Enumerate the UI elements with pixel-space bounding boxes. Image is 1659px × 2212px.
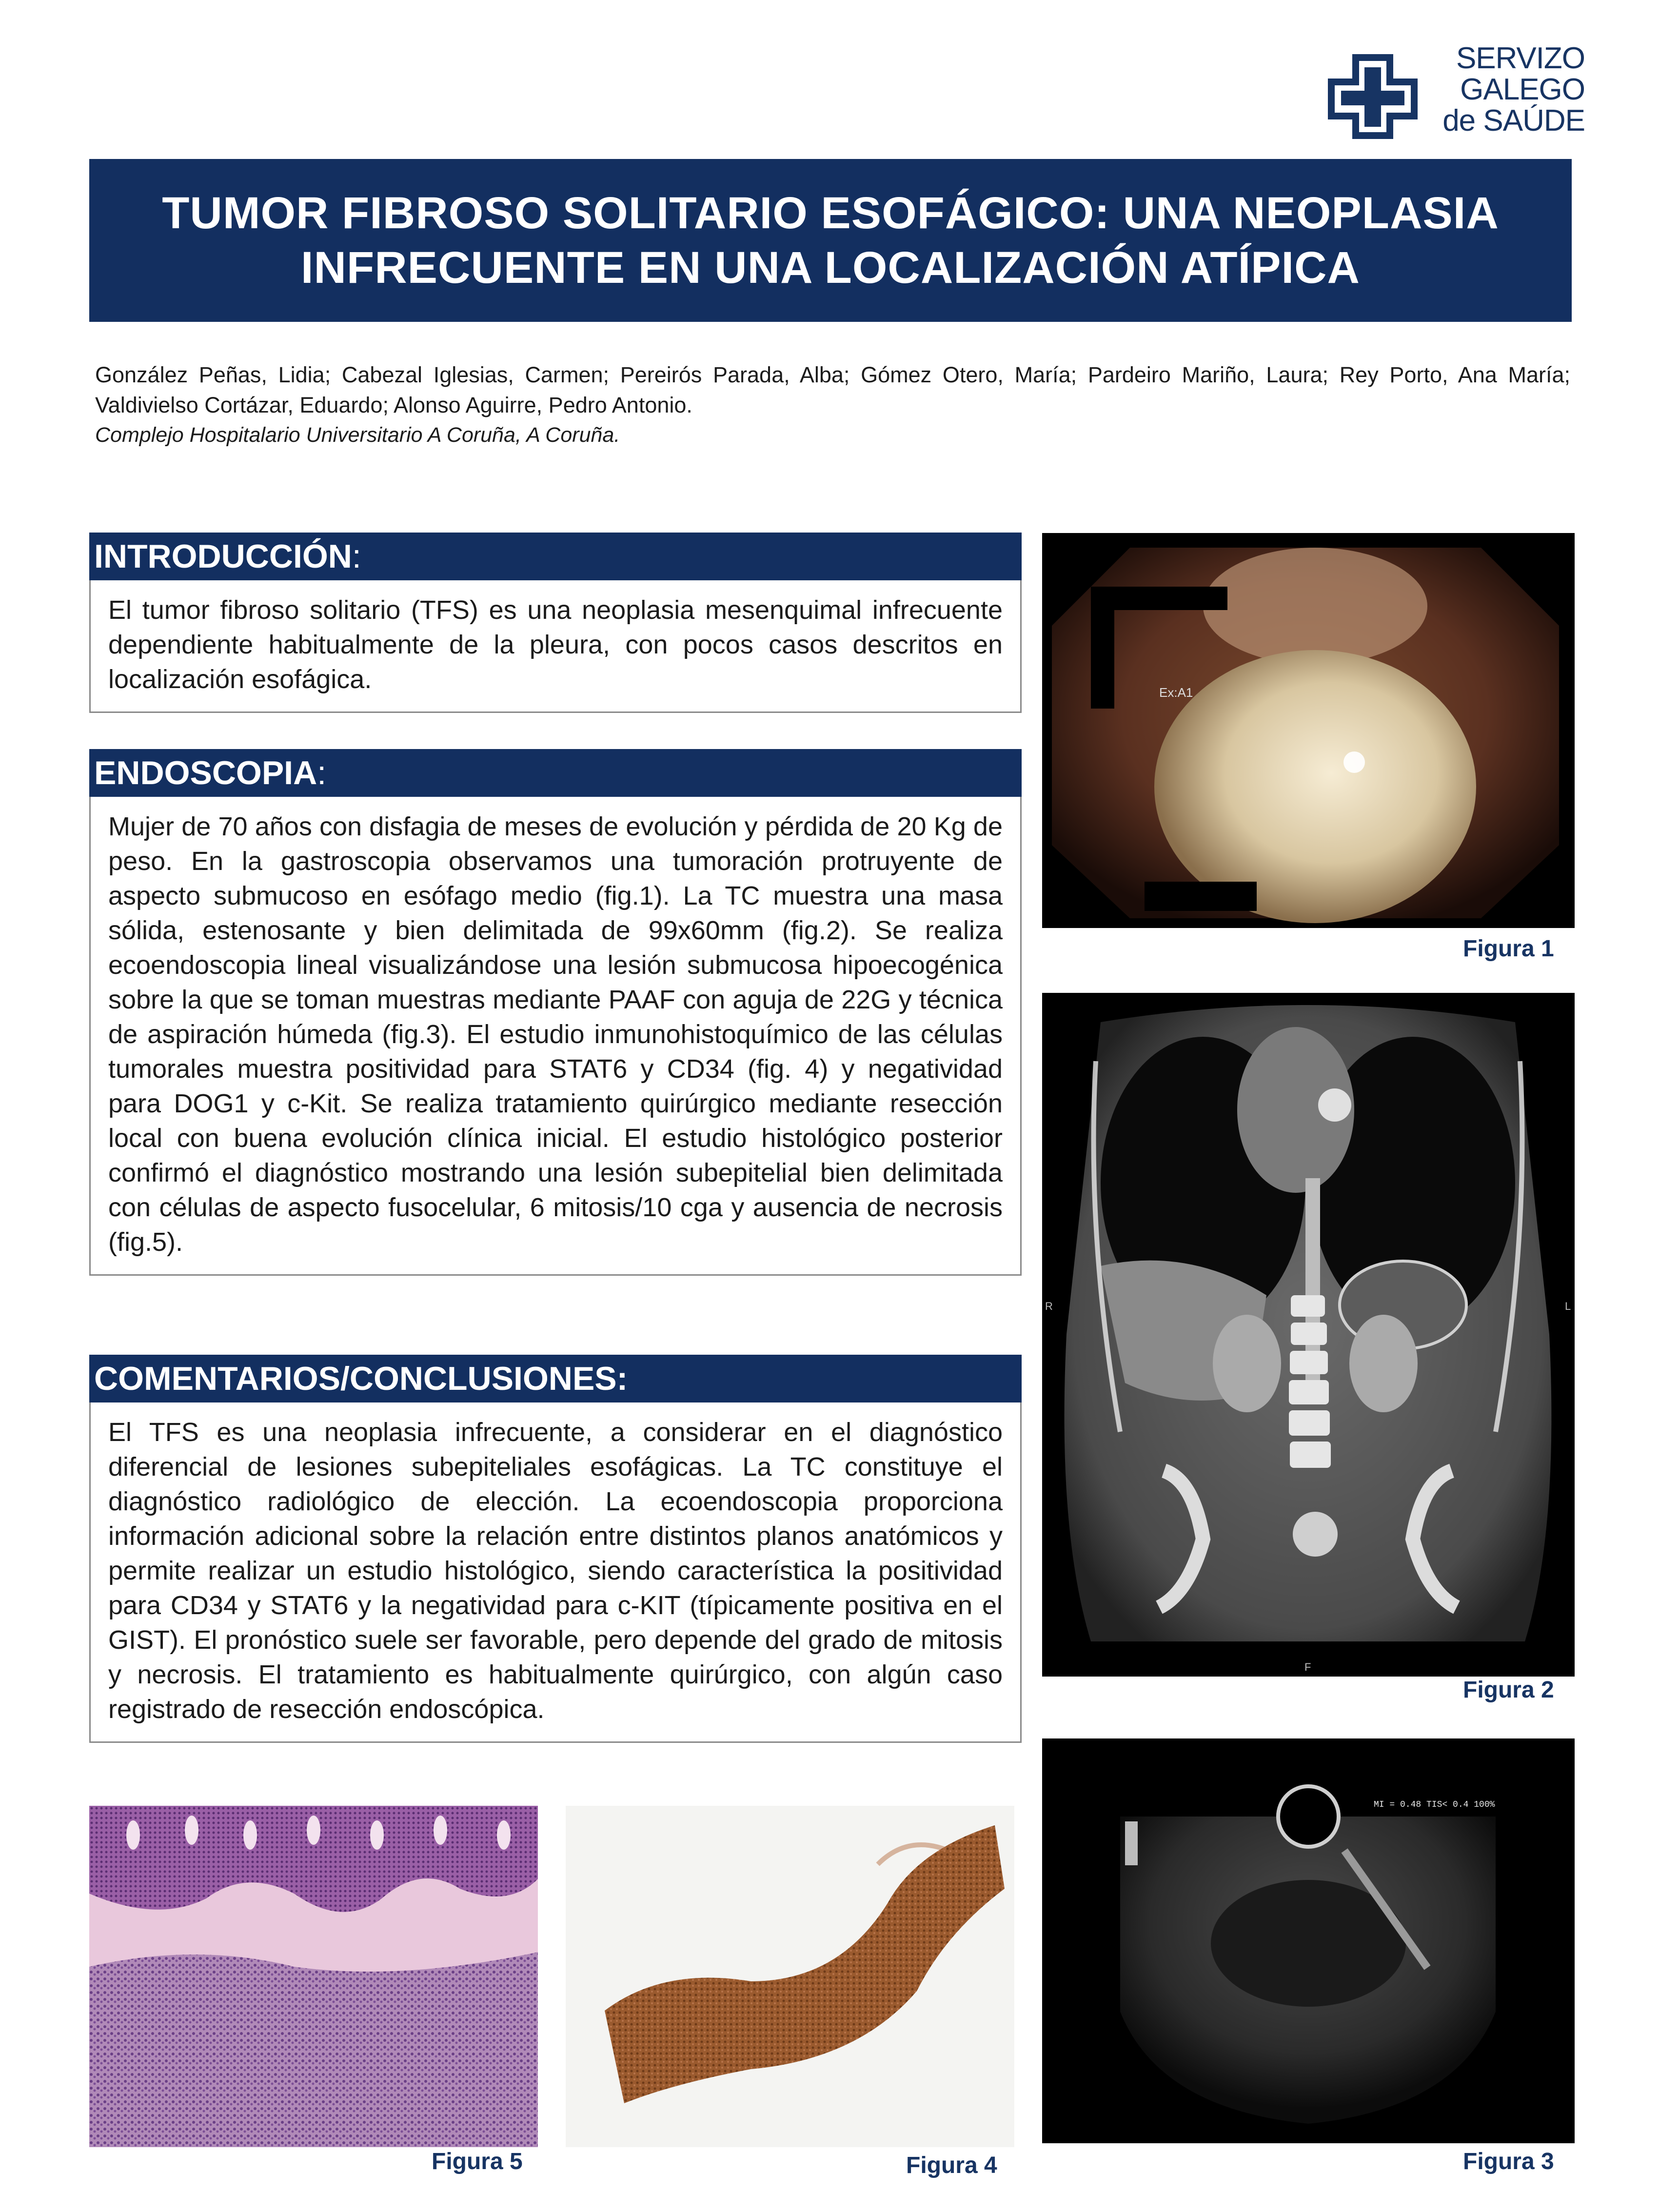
- figure-1-caption: Figura 1: [1463, 936, 1554, 962]
- fig3-header: MI = 0.48 TIS< 0.4 100%: [1374, 1800, 1495, 1810]
- title-banner: [89, 159, 1572, 322]
- author-list: González Peñas, Lidia; Cabezal Iglesias, Carmen; Pereirós Parada, Alba; Gómez Otero, María; Pardeiro Mariño, Laura; Rey Porto, Ana María; Valdivielso Cortázar, Eduardo; Alonso Aguirre, Pedro Antonio.: [95, 362, 1570, 417]
- section-heading: ENDOSCOPIA:: [89, 749, 1022, 797]
- section-introduction: [89, 533, 1022, 713]
- affiliation: Complejo Hospitalario Universitario A Coruña, A Coruña.: [95, 423, 620, 447]
- section-endoscopy: [89, 749, 1022, 1276]
- figure-4-immunohistochemistry-image: [566, 1806, 1014, 2147]
- figure-5-histology-image: [89, 1806, 538, 2147]
- logo-line-2: GALEGO: [1460, 73, 1585, 106]
- fig2-side-right: L: [1565, 1300, 1571, 1312]
- section-conclusions: [89, 1355, 1022, 1743]
- fig1-overlay-label: Ex:A1: [1159, 685, 1193, 700]
- figure-1-endoscopy-image: [1042, 533, 1575, 928]
- figure-5-caption: Figura 5: [432, 2149, 523, 2174]
- figure-3-ultrasound-image: [1042, 1738, 1575, 2143]
- figure-2-ct-image: [1042, 993, 1575, 1677]
- fig2-bottom-label: F: [1304, 1661, 1311, 1673]
- logo-line-3: de SAÚDE: [1442, 104, 1585, 138]
- logo-line-1: SERVIZO: [1456, 41, 1585, 75]
- section-heading: INTRODUCCIÓN:: [89, 533, 1022, 580]
- title-line-1: TUMOR FIBROSO SOLITARIO ESOFÁGICO: UNA NEOPLASIA: [162, 188, 1499, 238]
- section-body: El tumor fibroso solitario (TFS) es una neoplasia mesenquimal infrecuente dependiente habitualmente de la pleura, con pocos casos descritos en localización esofágica.: [89, 580, 1022, 713]
- cross-logo-icon: [1326, 53, 1419, 140]
- section-heading: COMENTARIOS/CONCLUSIONES:: [89, 1355, 1022, 1402]
- section-body: El TFS es una neoplasia infrecuente, a considerar en el diagnóstico diferencial de lesiones subepiteliales esofágicas. La TC constituye el diagnóstico radiológico de elección. La ecoendoscopia proporciona información adicional sobre la relación entre distintos planos anatómicos y permite realizar un estudio histológico, siendo característica la positividad para CD34 y STAT6 y la negatividad para c-KIT (típicamente positiva en el GIST). El pronóstico suele ser favorable, pero depende del grado de mitosis y necrosis. El tratamiento es habitualmente quirúrgico, con algún caso registrado de resección endoscópica.: [89, 1402, 1022, 1743]
- section-body: Mujer de 70 años con disfagia de meses de evolución y pérdida de 20 Kg de peso. En la gastroscopia observamos una tumoración protruyente de aspecto submucoso en esófago medio (fig.1). La TC muestra una masa sólida, estenosante y bien delimitada de 99x60mm (fig.2). Se realiza ecoendoscopia lineal visualizándose una lesión submucosa hipoecogénica sobre la que se toman muestras mediante PAAF con aguja de 22G y técnica de aspiración húmeda (fig.3). El estudio inmunohistoquímico de las células tumorales muestra positividad para STAT6 y CD34 (fig. 4) y negatividad para DOG1 y c-Kit. Se realiza tratamiento quirúrgico mediante resección local con buena evolución clínica inicial. El estudio histológico posterior confirmó el diagnóstico mostrando una lesión subepitelial bien delimitada con células de aspecto fusocelular, 6 mitosis/10 cga y ausencia de necrosis (fig.5).: [89, 797, 1022, 1276]
- fig2-side-left: R: [1045, 1300, 1053, 1312]
- figure-4-caption: Figura 4: [906, 2153, 997, 2178]
- title-line-2: INFRECUENTE EN UNA LOCALIZACIÓN ATÍPICA: [301, 243, 1360, 293]
- figure-2-caption: Figura 2: [1463, 1677, 1554, 1703]
- figure-3-caption: Figura 3: [1463, 2149, 1554, 2174]
- servizo-galego-logo: [1326, 43, 1585, 145]
